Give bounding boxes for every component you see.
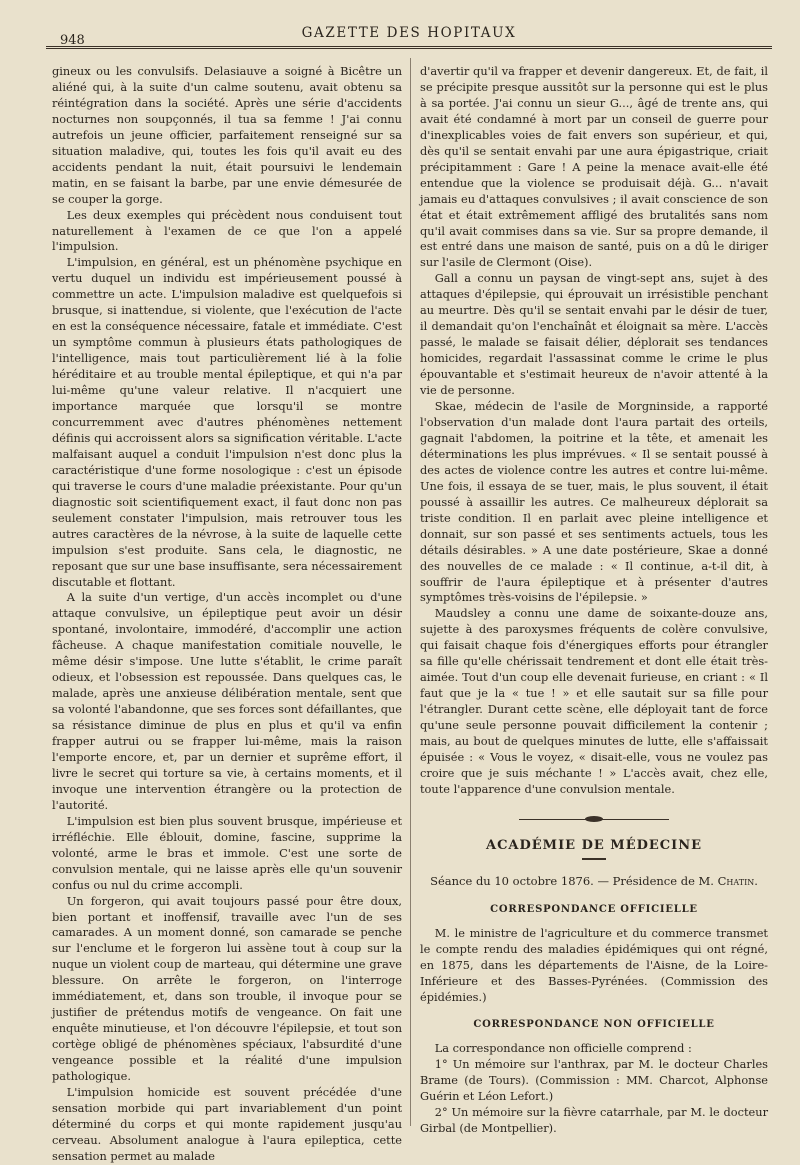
paragraph: L'impulsion homicide est souvent précédée d'une sensation morbide qui part invariablement d'un point déterminé du corps et qui monte rapidement jusqu'au cerveau. Absolument analogue à l'aura epileptica, cette sensation permet au malade [52,1085,402,1163]
section-separator [519,814,669,826]
list-item: 1° Un mémoire sur l'anthrax, par M. le docteur Charles Brame (de Tours). (Commission : MM. Charcot, Alphonse Guérin et Léon Lefort.) [420,1057,768,1104]
title-rule [582,858,606,860]
paragraph: L'impulsion, en général, est un phénomène psychique en vertu duquel un individu est impérieusement poussé à commettre un acte. L'impulsion maladive est quelquefois si brusque, si inattendue, si violente, que l'exécution de l'acte en est la conséquence nécessaire, fatale et immédiate. C'est un symptôme commun à plusieurs états pathologiques de l'intelligence, mais tout particulièrement lié à la folie héréditaire et au trouble mental épileptique, et qui n'a par lui-même qu'une valeur relative. Il n'acquiert une importance marquée que lorsqu'il se montre concurremment avec d'autres phénomènes nettement définis qui accroissent alors sa signification véritable. L'acte malfaisant auquel a conduit l'impulsion n'est donc plus la caractéristique d'une forme nosologique : c'est un épisode qui traverse le cours d'une maladie préexistante. Pour qu'un diagnostic soit scientifiquement exact, il faut donc non pas seulement constater l'impulsion, mais retrouver tous les autres caractères de la névrose, à la suite de laquelle cette impulsion s'est produite. Sans cela, le diagnostic, ne reposant que sur une base insuffisante, sera nécessairement discutable et flottant. [52,255,402,589]
paragraph: Gall a connu un paysan de vingt-sept ans, sujet à des attaques d'épilepsie, qui éprouvait un irrésistible penchant au meurtre. Dès qu'il se sentait envahi par le désir de tuer, il demandait qu'on l'enchaînât et éloignait sa mère. L'accès passé, le malade se faisait délier, déplorait ses tendances homicides, regardait l'assassinat comme le crime le plus épouvantable et s'estimait heureux de n'avoir attenté à la vie de personne. [420,271,768,398]
paragraph: Skae, médecin de l'asile de Morgninside, a rapporté l'observation d'un malade dont l'aura partait des orteils, gagnait l'abdomen, la poitrine et la tête, et amenait les déterminations les plus imprévues. « Il se sentait poussé à des actes de violence contre les autres et contre lui-même. Une fois, il essaya de se tuer, mais, le plus souvent, il était poussé à assaillir les autres. Ce malheureux déplorait sa triste condition. Il en parlait avec pleine intelligence et donnait, sur son passé et ses sentiments actuels, tous les détails désirables. » A une date postérieure, Skae a donné des nouvelles de ce malade : « Il continue, a-t-il dit, à souffrir de l'aura épileptique et à présenter d'autres symptômes très-voisins de l'épilepsie. » [420,399,768,605]
nonofficial-intro: La correspondance non officielle comprend : [434,1041,692,1056]
column-divider [410,58,411,1126]
paragraph: d'avertir qu'il va frapper et devenir dangereux. Et, de fait, il se précipite presque aussitôt sur la personne qui est le plus à sa portée. J'ai connu un sieur G..., âgé de trente ans, qui avait été condamné à mort par un conseil de guerre pour d'inexplicables voies de fait envers son supérieur, et qui, dès qu'il se sentait envahi par une aura épigastrique, criait précipitamment : Gare ! A peine la menace avait-elle été entendue que la violence se produisait déjà. G... n'avait jamais eu d'attaques convulsives ; il avait conscience de son état et était extrêmement affligé des brutalités sans nom qu'il avait commises dans sa vie. Sur sa propre demande, il est entré dans une maison de santé, puis on a dû le diriger sur l'asile de Clermont (Oise). [420,64,768,270]
official-text: M. le ministre de l'agriculture et du commerce transmet le compte rendu des maladies épidémiques qui ont régné, en 1875, dans les départements de l'Aisne, de la Loire-Inférieure et des Basses-Pyrénées. (Commission des épidémies.) [420,925,768,1004]
official-heading: CORRESPONDANCE OFFICIELLE [490,903,698,915]
running-title: GAZETTE DES HOPITAUX [301,25,517,41]
section-title: ACADÉMIE DE MÉDECINE [485,837,702,853]
session-text: Séance du 10 octobre 1876. — Présidence de M. [430,873,714,888]
header-rule [46,46,772,49]
paragraph: Les deux exemples qui précèdent nous conduisent tout naturellement à l'examen de ce que l'on a appelé l'impulsion. [52,207,402,254]
list-item: 2° Un mémoire sur la fièvre catarrhale, par M. le docteur Girbal (de Montpellier). [420,1105,768,1136]
nonofficial-heading: CORRESPONDANCE NON OFFICIELLE [473,1019,715,1031]
paragraph: gineux ou les convulsifs. Delasiauve a soigné à Bicêtre un aliéné qui, à la suite d'un calme soutenu, avait obtenu sa réintégration dans la société. Après une série d'accidents nocturnes non soupçonnés, il tua sa femme ! J'ai connu autrefois un jeune officier, parfaitement renseigné sur sa situation maladive, qui, toutes les fois qu'il avait eu des accidents pendant la nuit, était poursuivi le lendemain matin, en se faisant la barbe, par une envie démesurée de se couper la gorge. [52,64,402,206]
paragraph: Un forgeron, qui avait toujours passé pour être doux, bien portant et inoffensif, travaille avec l'un de ses camarades. A un moment donné, son camarade se penche sur l'enclume et le forgeron lui assène tout à coup sur la nuque un violent coup de marteau, qui détermine une grave blessure. On arrête le forgeron, on l'interroge immédiatement, et, dans son trouble, il invoque pour se justifier de prétendus motifs de vengeance. On fait une enquête minutieuse, et l'on découvre l'épilepsie, et tout son cortège obligé de phénomènes spéciaux, l'absurdité d'une vengeance possible et la réalité d'une impulsion pathologique. [52,893,402,1084]
page-header [46,22,772,46]
page-number: 948 [60,33,85,48]
left-column [52,64,402,1165]
session-president: Chatin. [717,873,758,888]
paragraph: Maudsley a connu une dame de soixante-douze ans, sujette à des paroxysmes fréquents de colère convulsive, qui faisait chaque fois d'énergiques efforts pour étrangler sa fille qu'elle chérissait tendrement et dont elle était très-aimée. Tout d'un coup elle devenait furieuse, en criant : « Il faut que je la « tue ! » et elle sautait sur sa fille pour l'étrangler. Durant cette scène, elle déployait tant de force qu'une seule personne pouvait difficilement la contenir ; mais, au bout de quelques minutes de lutte, elle s'affaissait épuisée : « Vous le voyez, « disait-elle, vous ne voulez pas croire que je suis méchante ! » L'accès avait, chez elle, toute l'apparence d'une convulsion mentale. [420,606,768,796]
paragraph: A la suite d'un vertige, d'un accès incomplet ou d'une attaque convulsive, un épileptique peut avoir un désir spontané, involontaire, immodéré, d'accomplir une action fâcheuse. A chaque manifestation comitiale nouvelle, le même désir s'impose. Une lutte s'établit, le crime paraît odieux, et l'obsession est repoussée. Dans quelques cas, le malade, après une anxieuse délibération mentale, sent que sa volonté l'abandonne, que ses forces sont défaillantes, que sa résistance diminue de plus en plus et qu'il va enfin frapper autrui ou se frapper lui-même, mais la raison l'emporte encore, et, par un dernier et suprême effort, il livre le secret qui torture sa vie, à certains moments, et il invoque une intervention étrangère ou la protection de l'autorité. [52,590,402,812]
session-line [420,874,768,890]
right-column [420,64,768,1137]
paragraph: L'impulsion est bien plus souvent brusque, impérieuse et irréfléchie. Elle éblouit, domine, fascine, supprime la volonté, arme le bras et immole. C'est une sorte de convulsion mentale, qui ne laisse après elle qu'un souvenir confus ou nul du crime accompli. [52,813,402,892]
